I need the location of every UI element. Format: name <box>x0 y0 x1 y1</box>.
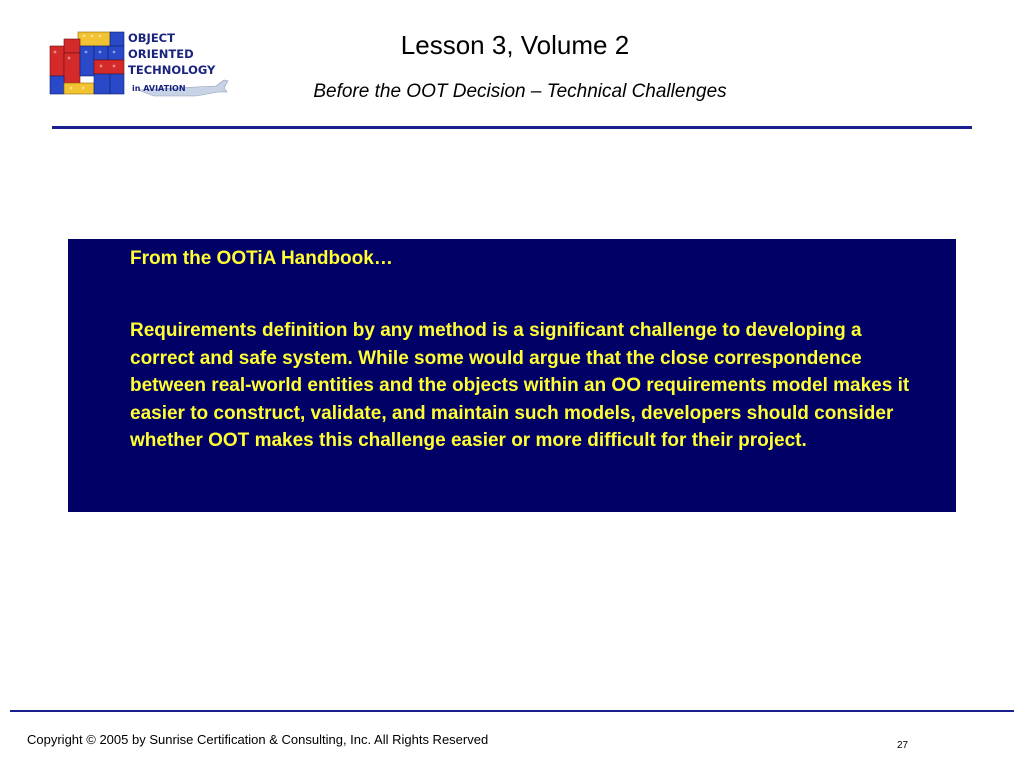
logo-blocks <box>50 32 124 94</box>
quote-body: Requirements definition by any method is a significant challenge to developing a correct and safe system. While some would argue that the close correspondence between real-world entities and the objects within an OO requirements model makes it easier to construct, validate, and maintain such models, developers should consider whether OOT makes this challenge easier or more difficult for their project. <box>130 320 910 451</box>
logo-text-object: OBJECT <box>128 31 175 45</box>
copyright-notice: Copyright © 2005 by Sunrise Certification & Consulting, Inc. All Rights Reserved <box>27 732 489 747</box>
logo-text-in-aviation: in AVIATION <box>132 84 186 93</box>
logo-text-oriented: ORIENTED <box>128 47 194 61</box>
logo-text-technology: TECHNOLOGY <box>128 63 216 77</box>
ootia-logo-graphic <box>46 30 230 100</box>
slide-title: Lesson 3, Volume 2 <box>400 30 630 60</box>
quote-heading: From the OOTiA Handbook… <box>130 248 393 269</box>
footer-divider <box>10 710 1014 712</box>
page-number: 27 <box>897 740 909 751</box>
header-divider <box>52 126 972 129</box>
slide-subtitle: Before the OOT Decision – Technical Challenges <box>313 81 727 102</box>
ootia-logo <box>46 30 230 100</box>
handbook-quote-box <box>68 239 956 512</box>
